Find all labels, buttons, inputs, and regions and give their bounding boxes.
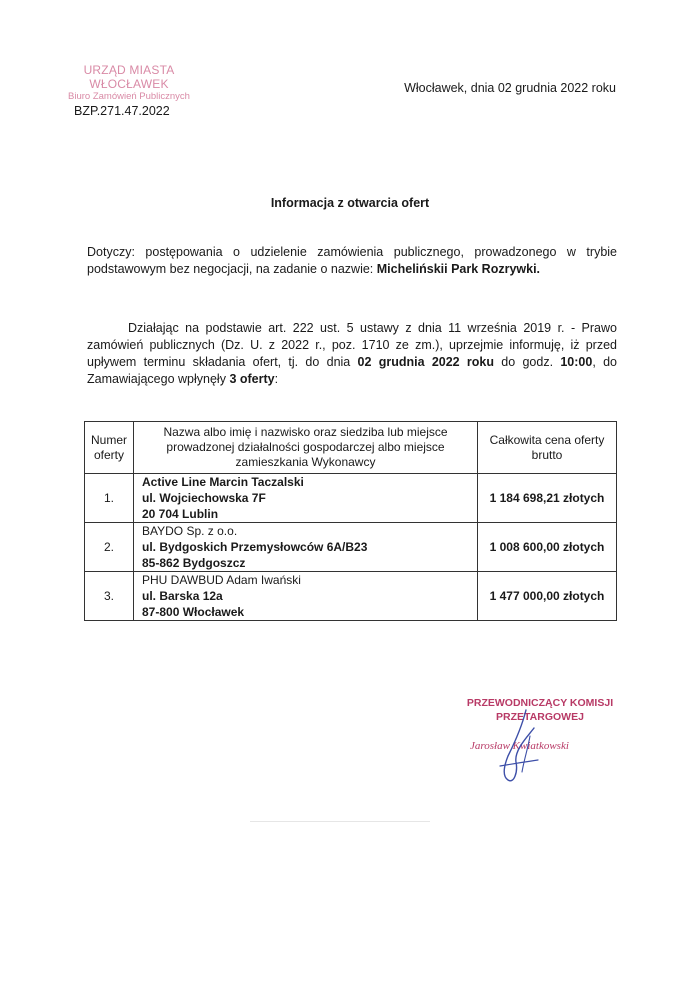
header-price: Całkowita cena oferty brutto [478, 422, 617, 474]
contractor-city: 87-800 Włocławek [142, 605, 245, 619]
office-department: Biuro Zamówień Publicznych [68, 90, 190, 102]
reference-number: BZP.271.47.2022 [74, 104, 170, 118]
stamp-line-1: PRZEWODNICZĄCY KOMISJI [466, 697, 614, 709]
intro-offer-count: 3 oferty [229, 372, 275, 386]
offer-price: 1 184 698,21 złotych [478, 474, 617, 523]
offer-price: 1 008 600,00 złotych [478, 523, 617, 572]
contractor-cell [134, 474, 478, 523]
contractor-street: ul. Bydgoskich Przemysłowców 6A/B23 [142, 540, 368, 554]
contractor-street: ul. Wojciechowska 7F [142, 491, 266, 505]
contractor-cell [134, 572, 478, 621]
subject-paragraph [87, 244, 617, 278]
contractor-name: PHU DAWBUD Adam Iwański [142, 573, 301, 587]
table-header-row [85, 422, 617, 474]
offers-table [84, 421, 617, 621]
contractor-street: ul. Barska 12a [142, 589, 223, 603]
offer-price: 1 477 000,00 złotych [478, 572, 617, 621]
document-title: Informacja z otwarcia ofert [270, 196, 430, 210]
signatory-name: Jarosław Kwiatkowski [470, 740, 569, 752]
header-contractor: Nazwa albo imię i nazwisko oraz siedziba lub miejsce prowadzonej działalności gospodarczej albo miejsce zamieszkania Wykonawcy [134, 422, 478, 474]
header-number: Numer oferty [85, 422, 134, 474]
intro-part1: Działając na podstawie art. 222 ust. 5 ustawy z dnia 11 września 2019 r. - Prawo zamówień publicznych (Dz. U. z 2022 r., poz. 1710 ze zm.), uprzejmie informuję, iż przed upływem terminu składania ofert, tj. do dnia [87, 321, 617, 369]
office-name: URZĄD MIASTA WŁOCŁAWEK [83, 63, 175, 91]
contractor-city: 20 704 Lublin [142, 507, 219, 521]
table-row [85, 572, 617, 621]
intro-part4: : [274, 372, 279, 386]
table-row [85, 474, 617, 523]
contractor-cell [134, 523, 478, 572]
office-stamp [49, 64, 209, 103]
offer-number: 3. [85, 572, 134, 621]
offer-number: 2. [85, 523, 134, 572]
offer-number: 1. [85, 474, 134, 523]
stamp-line-2: PRZETARGOWEJ [496, 711, 584, 723]
subject-text: Dotyczy: postępowania o udzielenie zamówienia publicznego, prowadzonego w trybie podstawowym bez negocjacji, na zadanie o nazwie: [87, 245, 617, 276]
scan-artifact-line [250, 821, 430, 822]
contractor-name: Active Line Marcin Taczalski [142, 475, 304, 489]
task-name: Michelińskii Park Rozrywki. [376, 262, 541, 276]
intro-deadline-time: 10:00 [560, 355, 593, 369]
intro-paragraph [87, 320, 617, 388]
contractor-name: BAYDO Sp. z o.o. [142, 524, 238, 538]
intro-part2: do godz. [494, 355, 561, 369]
handwritten-signature [478, 706, 568, 786]
contractor-city: 85-862 Bydgoszcz [142, 556, 246, 570]
place-and-date: Włocławek, dnia 02 grudnia 2022 roku [404, 81, 616, 95]
intro-deadline-date: 02 grudnia 2022 roku [357, 355, 495, 369]
intro-part3: , do Zamawiającego wpłynęły [87, 355, 617, 386]
table-row [85, 523, 617, 572]
